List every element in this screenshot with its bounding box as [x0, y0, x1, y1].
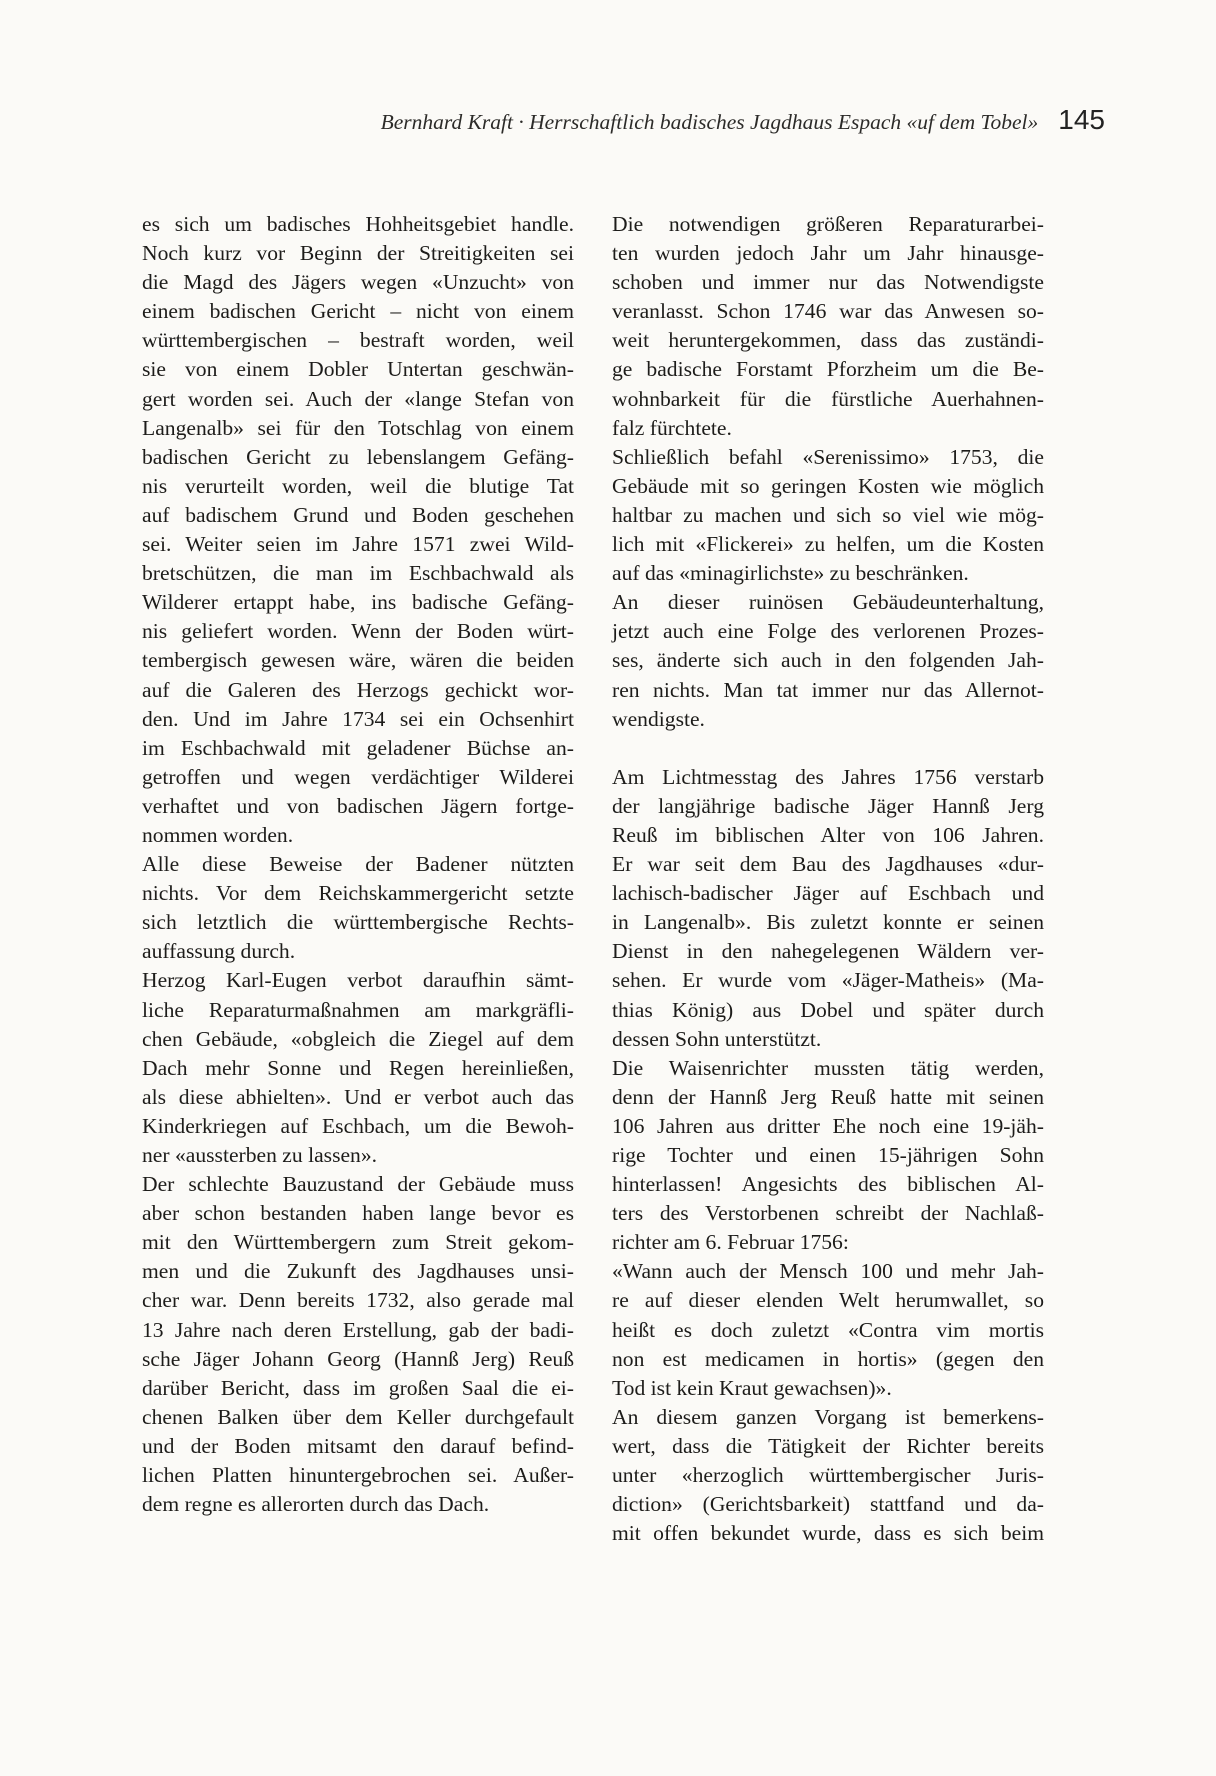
- text-line: badischen Gericht zu lebenslangem Gefäng-: [142, 444, 574, 469]
- text-line: als diese abhielten». Und er verbot auch das: [142, 1084, 574, 1109]
- text-line: Der schlechte Bauzustand der Gebäude muss: [142, 1172, 574, 1197]
- text-line: lich mit «Flickerei» zu helfen, um die Kosten: [612, 532, 1044, 557]
- text-line: ren nichts. Man tat immer nur das Allernot-: [612, 677, 1044, 702]
- text-line: in Langenalb». Bis zuletzt konnte er seinen: [612, 910, 1044, 935]
- text-line: und der Boden mitsamt den darauf befind-: [142, 1433, 574, 1458]
- text-line: mit offen bekundet wurde, dass es sich beim: [612, 1521, 1044, 1546]
- text-line: wohnbarkeit für die fürstliche Auerhahnen-: [612, 386, 1044, 411]
- text-line: nichts. Vor dem Reichskammergericht setzte: [142, 881, 574, 906]
- text-line: Tod ist kein Kraut gewachsen)».: [612, 1375, 892, 1400]
- text-line: Dienst in den nahegelegenen Wäldern ver-: [612, 939, 1044, 964]
- text-line: veranlasst. Schon 1746 war das Anwesen so-: [612, 299, 1044, 324]
- text-line: Die notwendigen größeren Reparaturarbei-: [612, 212, 1044, 236]
- text-line: 106 Jahren aus dritter Ehe noch eine 19-jäh-: [612, 1113, 1044, 1138]
- text-line: schoben und immer nur das Notwendigste: [612, 270, 1044, 295]
- text-line: sich letztlich die württembergische Rechts-: [142, 910, 574, 935]
- text-line: denn der Hannß Jerg Reuß hatte mit seinen: [612, 1084, 1044, 1109]
- text-line: die Magd des Jägers wegen «Unzucht» von: [142, 270, 574, 295]
- right-column: [612, 210, 1044, 1548]
- text-line: sehen. Er wurde vom «Jäger-Matheis» (Ma-: [612, 968, 1044, 993]
- text-line: dem regne es allerorten durch das Dach.: [142, 1492, 490, 1517]
- text-line: «Wann auch der Mensch 100 und mehr Jah-: [612, 1259, 1044, 1284]
- text-line: Gebäude mit so geringen Kosten wie möglich: [612, 473, 1044, 498]
- text-line: bretschützen, die man im Eschbachwald als: [142, 561, 574, 586]
- text-line: gert worden sei. Auch der «lange Stefan von: [142, 386, 574, 411]
- text-line: auffassung durch.: [142, 939, 296, 964]
- text-line: sche Jäger Johann Georg (Hannß Jerg) Reuß: [142, 1346, 574, 1371]
- text-line: Die Waisenrichter mussten tätig werden,: [612, 1055, 1044, 1080]
- text-line: jetzt auch eine Folge des verlorenen Prozes-: [612, 619, 1044, 644]
- text-line: Herzog Karl-Eugen verbot daraufhin sämt-: [142, 968, 574, 993]
- text-line: chenen Balken über dem Keller durchgefault: [142, 1404, 574, 1429]
- text-line: darüber Bericht, dass im großen Saal die ei-: [142, 1375, 574, 1400]
- text-line: Reuß im biblischen Alter von 106 Jahren.: [612, 822, 1044, 847]
- text-line: Er war seit dem Bau des Jagdhauses «dur-: [612, 852, 1044, 877]
- text-line: nommen worden.: [142, 822, 294, 847]
- text-line: Kinderkriegen auf Eschbach, um die Bewoh-: [142, 1113, 574, 1138]
- text-line: falz fürchtete.: [612, 415, 732, 440]
- text-line: im Eschbachwald mit geladener Büchse an-: [142, 735, 574, 760]
- text-line: chen Gebäude, «obgleich die Ziegel auf dem: [142, 1026, 574, 1051]
- text-line: ten wurden jedoch Jahr um Jahr hinausge-: [612, 241, 1044, 266]
- text-line: wendigste.: [612, 706, 705, 731]
- text-line: non est medicamen in hortis» (gegen den: [612, 1346, 1044, 1371]
- text-line: ge badische Forstamt Pforzheim um die Be-: [612, 357, 1044, 382]
- text-line: dessen Sohn unterstützt.: [612, 1026, 822, 1051]
- text-line: Schließlich befahl «Serenissimo» 1753, die: [612, 444, 1044, 469]
- text-line: An diesem ganzen Vorgang ist bemerkens-: [612, 1404, 1044, 1429]
- text-line: sei. Weiter seien im Jahre 1571 zwei Wild-: [142, 532, 574, 557]
- text-line: unter «herzoglich württembergischer Juris-: [612, 1463, 1044, 1488]
- text-line: 13 Jahre nach deren Erstellung, gab der badi-: [142, 1317, 574, 1342]
- text-line: lachisch-badischer Jäger auf Eschbach und: [612, 881, 1044, 906]
- text-line: hinterlassen! Angesichts des biblischen Al-: [612, 1172, 1044, 1197]
- text-line: thias König) aus Dobel und später durch: [612, 997, 1044, 1022]
- text-line: liche Reparaturmaßnahmen am markgräfli-: [142, 997, 574, 1022]
- text-line: Alle diese Beweise der Badener nützten: [142, 852, 574, 877]
- text-line: Wilderer ertappt habe, ins badische Gefäng-: [142, 590, 574, 615]
- text-line: nis geliefert worden. Wenn der Boden würt-: [142, 619, 574, 644]
- text-line: diction» (Gerichtsbarkeit) stattfand und da-: [612, 1492, 1044, 1517]
- text-line: haltbar zu machen und sich so viel wie mög-: [612, 502, 1044, 527]
- text-line: es sich um badisches Hohheitsgebiet handle.: [142, 212, 574, 236]
- text-line: Langenalb» sei für den Totschlag von einem: [142, 415, 574, 440]
- text-line: Noch kurz vor Beginn der Streitigkeiten sei: [142, 241, 574, 266]
- text-line: An dieser ruinösen Gebäudeunterhaltung,: [612, 590, 1044, 615]
- text-line: heißt es doch zuletzt «Contra vim mortis: [612, 1317, 1044, 1342]
- text-line: ses, änderte sich auch in den folgenden Jah-: [612, 648, 1044, 673]
- text-line: den. Und im Jahre 1734 sei ein Ochsenhirt: [142, 706, 574, 731]
- text-line: württembergischen – bestraft worden, weil: [142, 328, 574, 353]
- paragraph-gap: [612, 734, 1044, 763]
- text-line: wert, dass die Tätigkeit der Richter bereits: [612, 1433, 1044, 1458]
- text-line: ters des Verstorbenen schreibt der Nachlaß-: [612, 1201, 1044, 1226]
- text-line: getroffen und wegen verdächtiger Wilderei: [142, 764, 574, 789]
- text-line: auf badischem Grund und Boden geschehen: [142, 502, 574, 527]
- text-line: re auf dieser elenden Welt herumwallet, so: [612, 1288, 1044, 1313]
- text-line: lichen Platten hinuntergebrochen sei. Außer-: [142, 1463, 574, 1488]
- left-column: [142, 210, 574, 1519]
- text-line: sie von einem Dobler Untertan geschwän-: [142, 357, 574, 382]
- text-line: der langjährige badische Jäger Hannß Jerg: [612, 793, 1044, 818]
- text-line: rige Tochter und einen 15-jährigen Sohn: [612, 1143, 1044, 1167]
- text-line: ner «aussterben zu lassen».: [142, 1143, 378, 1167]
- page-number: 145: [1058, 104, 1105, 135]
- text-line: einem badischen Gericht – nicht von einem: [142, 299, 574, 324]
- text-line: mit den Württembergern zum Streit gekom-: [142, 1230, 574, 1255]
- text-line: cher war. Denn bereits 1732, also gerade mal: [142, 1288, 574, 1313]
- text-line: men und die Zukunft des Jagdhauses unsi-: [142, 1259, 574, 1284]
- text-line: auf das «minagirlichste» zu beschränken.: [612, 561, 969, 586]
- text-line: Am Lichtmesstag des Jahres 1756 verstarb: [612, 764, 1044, 789]
- running-title: Bernhard Kraft · Herrschaftlich badisches Jagdhaus Espach «uf dem Tobel»: [380, 110, 1039, 134]
- text-line: richter am 6. Februar 1756:: [612, 1230, 849, 1255]
- text-line: tembergisch gewesen wäre, wären die beiden: [142, 648, 574, 673]
- text-line: auf die Galeren des Herzogs gechickt wor-: [142, 677, 574, 702]
- text-line: Dach mehr Sonne und Regen hereinließen,: [142, 1055, 574, 1080]
- text-line: nis verurteilt worden, weil die blutige Tat: [142, 473, 574, 498]
- text-line: aber schon bestanden haben lange bevor es: [142, 1201, 574, 1226]
- running-header: [120, 104, 1105, 136]
- text-line: weit heruntergekommen, dass das zuständi-: [612, 328, 1044, 353]
- text-line: verhaftet und von badischen Jägern fortge-: [142, 793, 574, 818]
